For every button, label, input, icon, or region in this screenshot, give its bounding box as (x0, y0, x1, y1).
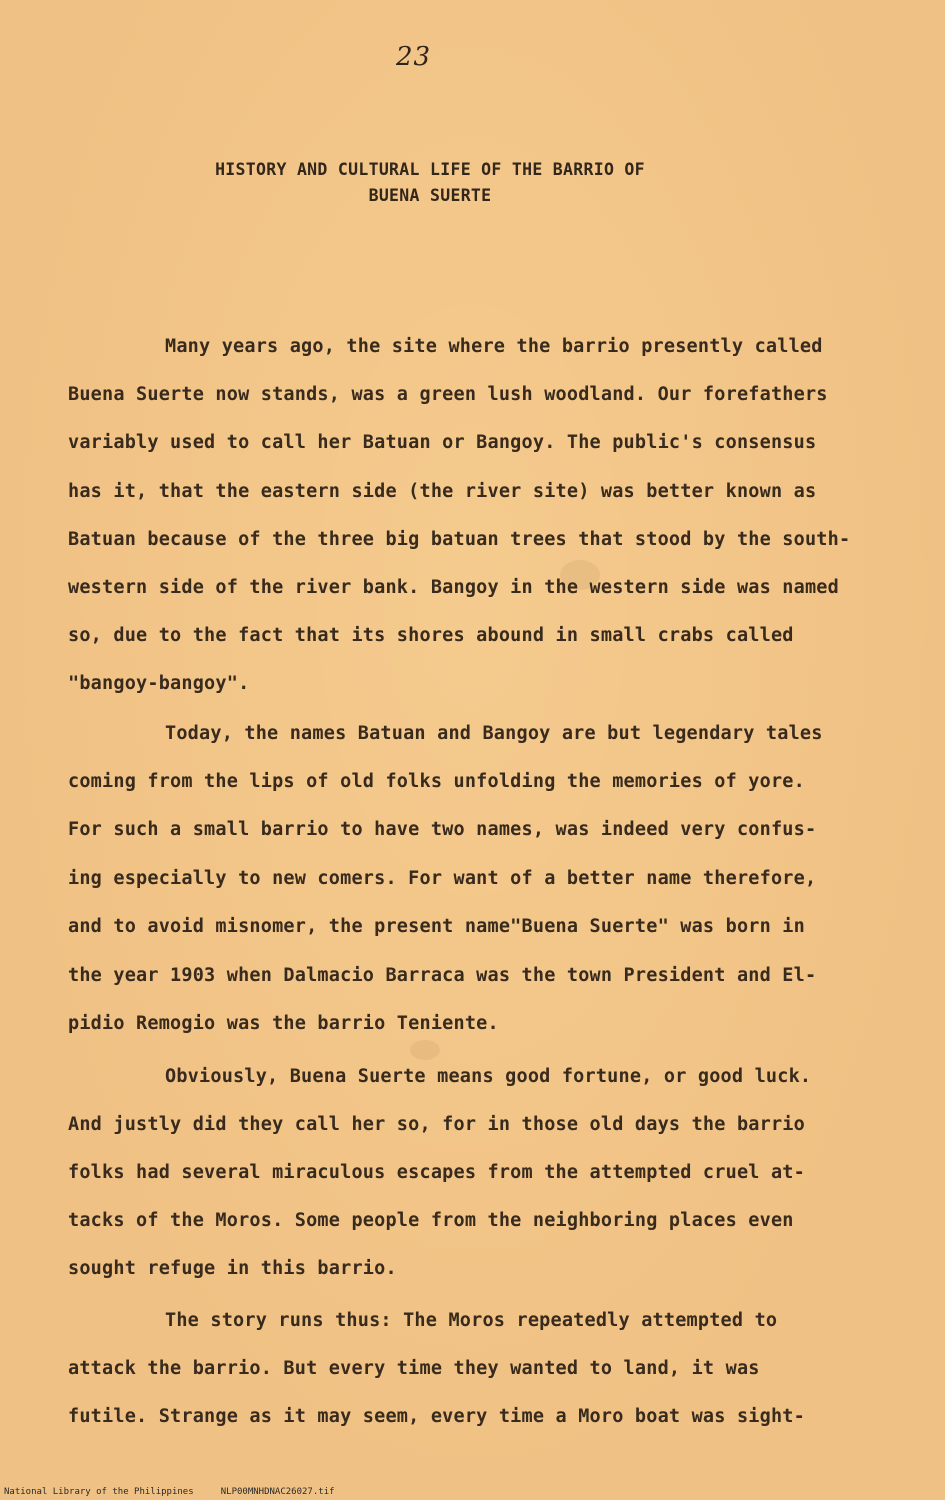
paper-stain (410, 1040, 440, 1060)
body-line: tacks of the Moros. Some people from the neighboring places even (68, 1210, 794, 1231)
body-line: so, due to the fact that its shores abound in small crabs called (68, 625, 794, 646)
body-line: sought refuge in this barrio. (68, 1258, 397, 1279)
body-line: folks had several miraculous escapes from the attempted cruel at- (68, 1162, 805, 1183)
document-title-line-1: HISTORY AND CULTURAL LIFE OF THE BARRIO OF (215, 160, 645, 179)
body-line: Obviously, Buena Suerte means good fortune, or good luck. (165, 1066, 812, 1087)
body-line: Buena Suerte now stands, was a green lush woodland. Our forefathers (68, 384, 828, 405)
body-line: pidio Remogio was the barrio Teniente. (68, 1013, 499, 1034)
body-line: Batuan because of the three big batuan trees that stood by the south- (68, 529, 851, 550)
body-line: coming from the lips of old folks unfolding the memories of yore. (68, 771, 805, 792)
body-line: attack the barrio. But every time they wanted to land, it was (68, 1358, 760, 1379)
body-line: Many years ago, the site where the barrio presently called (165, 336, 823, 357)
body-line: Today, the names Batuan and Bangoy are but legendary tales (165, 723, 823, 744)
body-line: and to avoid misnomer, the present name"Buena Suerte" was born in (68, 916, 805, 937)
body-line: western side of the river bank. Bangoy in the western side was named (68, 577, 839, 598)
body-line: And justly did they call her so, for in those old days the barrio (68, 1114, 805, 1135)
body-line: the year 1903 when Dalmacio Barraca was the town President and El- (68, 965, 817, 986)
body-line: has it, that the eastern side (the river site) was better known as (68, 481, 817, 502)
document-title-line-2: BUENA SUERTE (368, 186, 492, 205)
body-line: variably used to call her Batuan or Bangoy. The public's consensus (68, 432, 817, 453)
archive-footer: National Library of the Philippines NLP00MNHDNAC26027.tif (4, 1487, 335, 1497)
body-line: futile. Strange as it may seem, every time a Moro boat was sight- (68, 1406, 805, 1427)
body-line: "bangoy-bangoy". (68, 673, 250, 694)
body-line: The story runs thus: The Moros repeatedly attempted to (165, 1310, 778, 1331)
page-number: 23 (396, 42, 432, 72)
body-line: For such a small barrio to have two names, was indeed very confus- (68, 819, 817, 840)
body-line: ing especially to new comers. For want of a better name therefore, (68, 868, 817, 889)
